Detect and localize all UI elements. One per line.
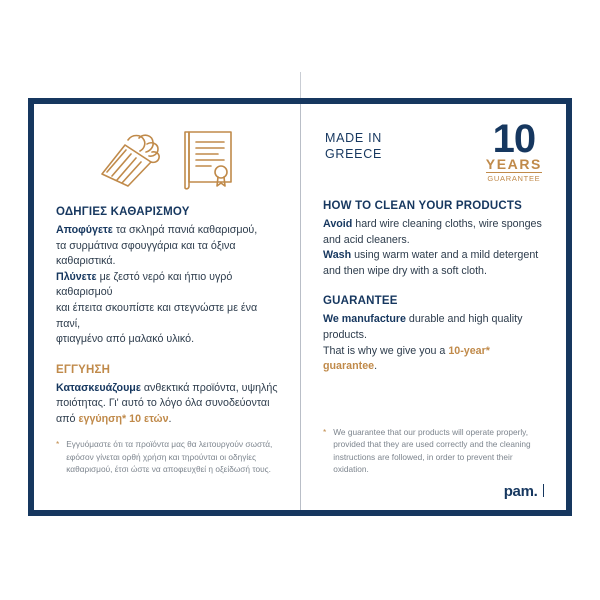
guarantee-line3-suffix-el: . (168, 412, 172, 425)
clean-line4: and then wipe dry with a soft cloth. (323, 264, 487, 277)
fold-guide-line (300, 72, 301, 100)
guarantee-block-en (323, 295, 544, 374)
guarantee-text-el (56, 381, 278, 428)
badge-years-label: YEARS (485, 156, 542, 172)
brand-logo (504, 483, 544, 500)
footnote-asterisk-icon: * (56, 439, 60, 450)
left-footnote-text: Εγγυόμαστε ότι τα προϊόντα μας θα λειτουργούν σωστά, εφόσον γίνεται ορθή χρήση και τηρούνται οι οδηγίες καθαρισμού, έτσι ώστε να αποφευχθεί η οξείδωσή τους. (66, 439, 273, 475)
clean-line3-rest: using warm water and a mild detergent (351, 249, 539, 262)
footnote-asterisk-icon-en: * (323, 426, 327, 437)
made-in-line1: MADE IN (325, 131, 382, 145)
ten-year-guarantee-badge (485, 117, 542, 184)
certificate-document-icon (181, 128, 239, 194)
hand-with-cloth-icon (95, 128, 167, 192)
how-to-clean-text (323, 217, 544, 279)
guarantee-en-line1-bold: We manufacture (323, 313, 406, 326)
clean-line1-rest: hard wire cleaning cloths, wire sponges (352, 218, 542, 230)
cleaning-instructions-block-el (56, 206, 278, 348)
cleaning-line5-el: φτιαγμένο από μαλακό υλικό. (56, 333, 195, 346)
clean-line2: and acid cleaners. (323, 233, 410, 246)
right-header (323, 117, 544, 200)
left-panel (34, 104, 300, 510)
illustration-group (56, 122, 278, 206)
cleaning-line3-rest-el: με ζεστό νερό και ήπιο υγρό καθαρισμού (56, 270, 233, 299)
guarantee-highlight-el: εγγύηση* 10 ετών (78, 412, 169, 425)
clean-line1-bold: Avoid (323, 218, 353, 230)
made-in-line2: GREECE (325, 147, 382, 161)
guarantee-block-el (56, 364, 278, 428)
guarantee-line1-rest-el: ανθεκτικά προϊόντα, υψηλής (140, 381, 278, 394)
guarantee-en-line2-suffix: . (374, 360, 378, 373)
right-panel (300, 104, 566, 510)
cleaning-line2-el: τα συρμάτινα σφουγγάρια και τα όξινα καθαριστικά. (56, 239, 236, 268)
badge-guarantee-label: GUARANTEE (487, 174, 541, 183)
guarantee-text-en (323, 312, 544, 374)
cleaning-line3-bold-el: Πλύνετε (56, 270, 97, 283)
cleaning-instructions-text-el (56, 223, 278, 348)
guarantee-title-el: ΕΓΓΥΗΣΗ (56, 363, 111, 376)
left-footnote (56, 438, 278, 476)
guarantee-en-highlight: 10-year* guarantee (323, 344, 490, 373)
made-in-greece-label (325, 130, 382, 162)
how-to-clean-block (323, 200, 544, 279)
brand-name: pam. (503, 483, 538, 500)
right-footnote-text: We guarantee that our products will operate properly, provided that they are used correctly and the cleaning instructions are followed, in order to prevent their oxidation. (333, 426, 531, 475)
cleaning-line1-bold-el: Αποφύγετε (56, 224, 113, 236)
guarantee-line2-el: ποιότητας. Γι' αυτό το λόγο όλα συνοδεύονται (56, 397, 270, 410)
guarantee-line3-prefix-el: από (56, 412, 79, 425)
cleaning-line4-el: και έπειτα σκουπίστε και στεγνώστε με ένα πανί, (56, 301, 258, 330)
cleaning-line1-rest-el: τα σκληρά πανιά καθαρισμού, (112, 224, 258, 236)
guarantee-title-en: GUARANTEE (323, 295, 398, 308)
badge-number: 10 (492, 117, 536, 161)
guarantee-en-line2-prefix: That is why we give you a (323, 344, 449, 357)
guarantee-line1-bold-el: Κατασκευάζουμε (56, 381, 141, 394)
brand-bar-icon (543, 484, 545, 497)
right-footnote (323, 426, 544, 476)
clean-line3-bold: Wash (323, 249, 352, 262)
leaflet-card (28, 98, 572, 516)
cleaning-instructions-title-el: ΟΔΗΓΙΕΣ ΚΑΘΑΡΙΣΜΟΥ (56, 206, 190, 218)
guarantee-en-line1-rest: durable and high quality products. (323, 313, 523, 341)
how-to-clean-title: HOW TO CLEAN YOUR PRODUCTS (323, 200, 523, 212)
